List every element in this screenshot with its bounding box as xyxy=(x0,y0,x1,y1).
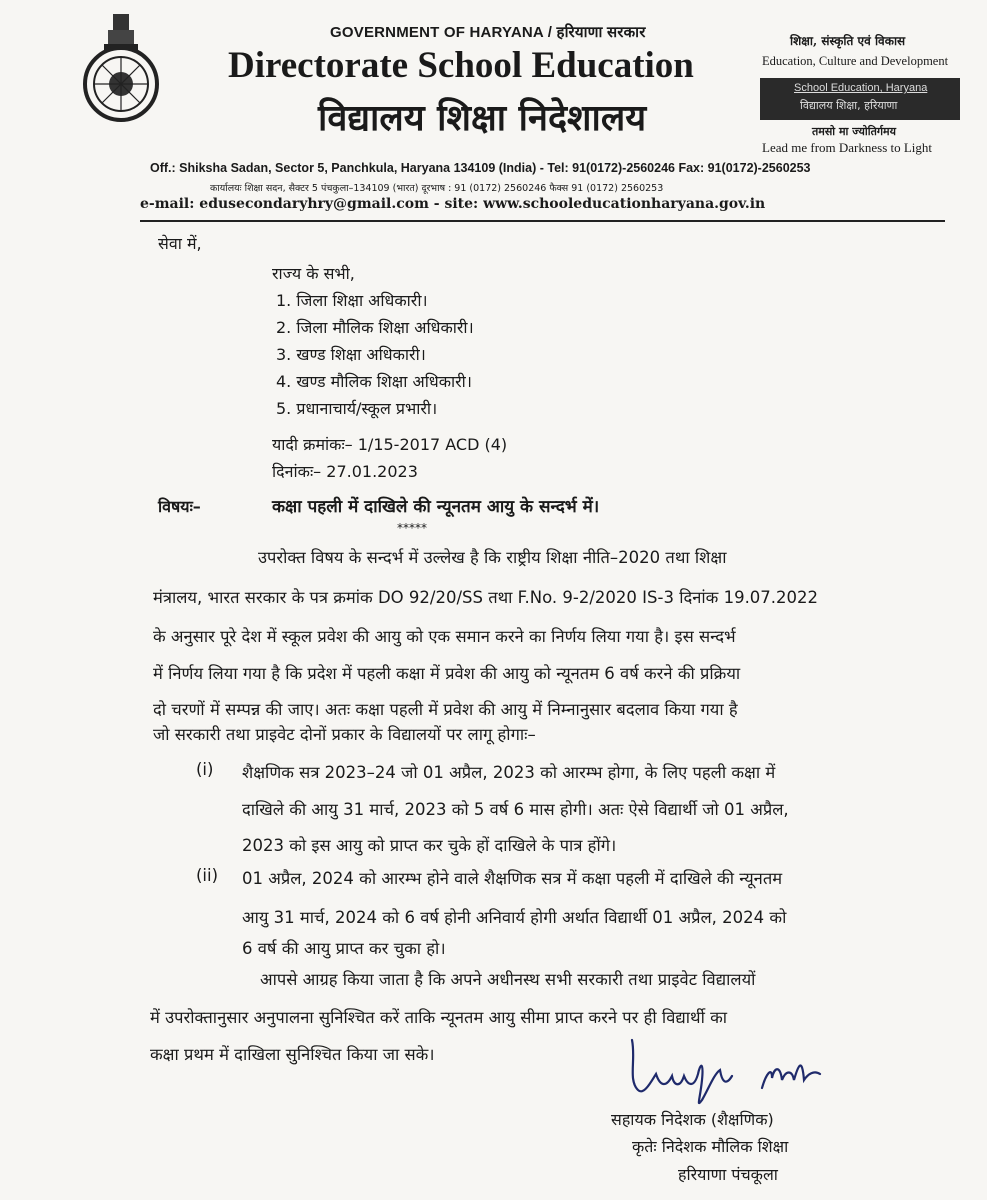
paragraph-line: कक्षा प्रथम में दाखिला सुनिश्चित किया जा सके। xyxy=(150,1045,435,1064)
paragraph-line: जो सरकारी तथा प्राइवेट दोनों प्रकार के विद्यालयों पर लागू होगाः– xyxy=(153,725,536,744)
salutation: सेवा में, xyxy=(158,234,202,253)
header-divider xyxy=(140,220,945,222)
memo-number: यादी क्रमांकः– 1/15-2017 ACD (4) xyxy=(272,435,508,454)
subject-text: कक्षा पहली में दाखिले की न्यूनतम आयु के सन्दर्भ में। xyxy=(272,497,600,517)
logo-tagline-hindi: शिक्षा, संस्कृति एवं विकास xyxy=(790,34,906,48)
point-line: 01 अप्रैल, 2024 को आरम्भ होने वाले शैक्षणिक सत्र में कक्षा पहली में दाखिले की न्यूनतम xyxy=(242,869,783,888)
recipients-intro: राज्य के सभी, xyxy=(272,264,355,283)
recipient-item: 3. खण्ड शिक्षा अधिकारी। xyxy=(276,345,426,364)
government-line: GOVERNMENT OF HARYANA / हरियाणा सरकार xyxy=(330,24,646,41)
subject-label: विषयः– xyxy=(158,497,201,516)
point-line: 2023 को इस आयु को प्राप्त कर चुके हों दाखिले के पात्र होंगे। xyxy=(242,836,617,855)
recipient-item: 5. प्रधानाचार्य/स्कूल प्रभारी। xyxy=(276,399,438,418)
logo-banner xyxy=(760,78,960,120)
paragraph-line: आपसे आग्रह किया जाता है कि अपने अधीनस्थ सभी सरकारी तथा प्राइवेट विद्यालयों xyxy=(260,970,756,989)
recipient-item: 1. जिला शिक्षा अधिकारी। xyxy=(276,291,428,310)
recipient-item: 4. खण्ड मौलिक शिक्षा अधिकारी। xyxy=(276,372,472,391)
office-address-hindi: कार्यालयः शिक्षा सदन, सैक्टर 5 पंचकुला–134109 (भारत) दूरभाष : 91 (0172) 2560246 फैक्स 91 (0172) 2560253 xyxy=(210,183,664,194)
signatory-designation: सहायक निदेशक (शैक्षणिक) xyxy=(611,1110,774,1129)
contact-line: e-mail: edusecondaryhry@gmail.com - site: www.schooleducationharyana.gov.in xyxy=(140,196,766,212)
signatory-location: हरियाणा पंचकूला xyxy=(678,1165,778,1184)
subject-separator: ***** xyxy=(397,521,427,535)
paragraph-line: के अनुसार पूरे देश में स्कूल प्रवेश की आयु को एक समान करने का निर्णय लिया गया है। इस सन्दर्भ xyxy=(153,627,736,646)
point-line: शैक्षणिक सत्र 2023–24 जो 01 अप्रैल, 2023 को आरम्भ होगा, के लिए पहली कक्षा में xyxy=(242,763,776,782)
point-line: 6 वर्ष की आयु प्राप्त कर चुका हो। xyxy=(242,939,446,958)
paragraph-line: उपरोक्त विषय के सन्दर्भ में उल्लेख है कि राष्ट्रीय शिक्षा नीति–2020 तथा शिक्षा xyxy=(258,548,727,567)
logo-banner-english: School Education, Haryana xyxy=(794,82,928,94)
logo-banner-hindi: विद्यालय शिक्षा, हरियाणा xyxy=(800,99,898,112)
paragraph-line: मंत्रालय, भारत सरकार के पत्र क्रमांक DO 92/20/SS तथा F.No. 9-2/2020 IS-3 दिनांक 19.07.2022 xyxy=(153,588,819,607)
signatory-designation: कृतेः निदेशक मौलिक शिक्षा xyxy=(632,1137,789,1156)
point-label: (ii) xyxy=(196,866,219,885)
directorate-title-hindi: विद्यालय शिक्षा निदेशालय xyxy=(318,98,647,139)
point-line: दाखिले की आयु 31 मार्च, 2023 को 5 वर्ष 6 मास होगी। अतः ऐसे विद्यार्थी जो 01 अप्रैल, xyxy=(242,800,789,819)
paragraph-line: दो चरणों में सम्पन्न की जाए। अतः कक्षा पहली में प्रवेश की आयु में निम्नानुसार बदलाव किया गया है xyxy=(153,700,738,719)
logo-motto-hindi: तमसो मा ज्योतिर्गमय xyxy=(812,125,897,138)
state-emblem-seal xyxy=(80,12,162,122)
letter-date: दिनांकः– 27.01.2023 xyxy=(272,462,418,481)
handwritten-signature xyxy=(622,1030,862,1110)
point-label: (i) xyxy=(196,760,214,779)
paragraph-line: में उपरोक्तानुसार अनुपालना सुनिश्चित करें ताकि न्यूनतम आयु सीमा प्राप्त करने पर ही विद्यार्थी का xyxy=(150,1008,728,1027)
paragraph-line: में निर्णय लिया गया है कि प्रदेश में पहली कक्षा में प्रवेश की आयु को न्यूनतम 6 वर्ष करने की प्रक्रिया xyxy=(153,664,741,683)
logo-motto-english: Lead me from Darkness to Light xyxy=(762,140,933,155)
office-address-english: Off.: Shiksha Sadan, Sector 5, Panchkula, Haryana 134109 (India) - Tel: 91(0172)-2560246 Fax: 91(0172)-2560253 xyxy=(150,161,811,175)
logo-tagline-english: Education, Culture and Development xyxy=(762,54,949,68)
recipient-item: 2. जिला मौलिक शिक्षा अधिकारी। xyxy=(276,318,474,337)
directorate-title-english: Directorate School Education xyxy=(228,45,694,86)
point-line: आयु 31 मार्च, 2024 को 6 वर्ष होनी अनिवार्य होगी अर्थात विद्यार्थी 01 अप्रैल, 2024 को xyxy=(242,908,787,927)
